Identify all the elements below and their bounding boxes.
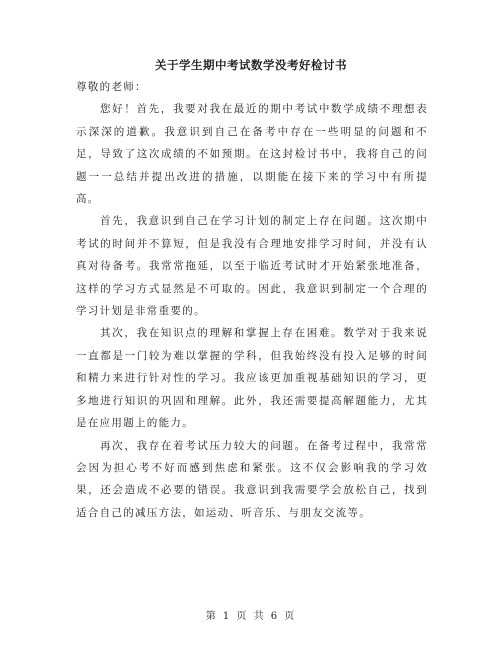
paragraph-intro: 您好！首先，我要对我在最近的期中考试中数学成绩不理想表示深深的道歉。我意识到自己在备考中存在一些明显的问题和不足，导致了这次成绩的不如预期。在这封检讨书中，我将自己的问题一一总结并提出改进的措施，以期能在接下来的学习中有所提高。 (76, 103, 428, 206)
document-title: 关于学生期中考试数学没考好检讨书 (155, 58, 347, 72)
page-number-footer: 第 1 页 共 6 页 (205, 611, 297, 622)
document-body (76, 76, 428, 524)
paragraph-exam-pressure: 再次，我存在着考试压力较大的问题。在备考过程中，我常常会因为担心考不好而感到焦虑和紧张。这不仅会影响我的学习效果，还会造成不必要的错误。我意识到我需要学会放松自己，找到适合自己的减压方法，如运动、听音乐、与朋友交流等。 (76, 439, 428, 519)
salutation: 尊敬的老师： (76, 81, 147, 93)
paragraph-knowledge: 其次，我在知识点的理解和掌握上存在困难。数学对于我来说一直都是一门较为难以掌握的学科，但我始终没有投入足够的时间和精力来进行针对性的学习。我应该更加重视基础知识的学习，更多地进行知识的巩固和理解。此外，我还需要提高解题能力，尤其是在应用题上的能力。 (76, 327, 428, 430)
paragraph-study-plan: 首先，我意识到自己在学习计划的制定上存在问题。这次期中考试的时间并不算短，但是我没有合理地安排学习时间，并没有认真对待备考。我常常拖延，以至于临近考试时才开始紧张地准备，这样的学习方式显然是不可取的。因此，我意识到制定一个合理的学习计划是非常重要的。 (76, 215, 428, 318)
